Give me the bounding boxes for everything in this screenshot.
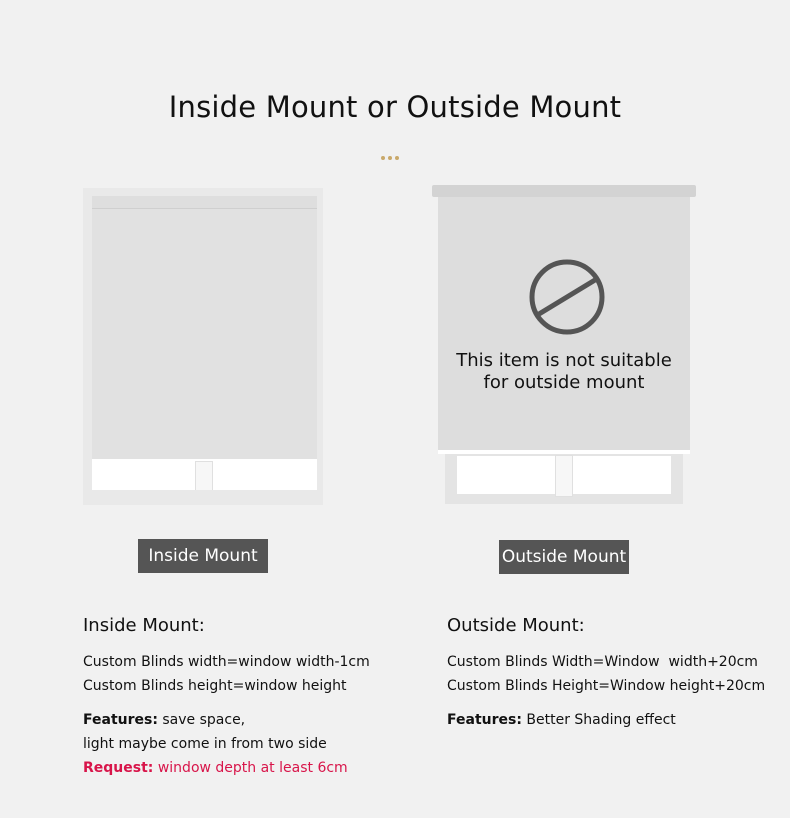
- inside-height-rule: Custom Blinds height=window height: [83, 678, 347, 694]
- outside-features: [447, 708, 777, 732]
- roller-tube: [92, 196, 317, 209]
- inside-features-cont: light maybe come in from two side: [83, 736, 327, 752]
- outside-mount-details: [447, 615, 777, 732]
- roller-blind-fabric: [92, 208, 317, 459]
- outside-width-rule: Custom Blinds Width=Window width+20cm: [447, 654, 758, 670]
- features-text: save space,: [157, 712, 246, 728]
- inside-width-rule: Custom Blinds width=window width-1cm: [83, 654, 370, 670]
- outside-mount-heading: Outside Mount:: [447, 615, 585, 636]
- features-label: Features:: [83, 712, 158, 728]
- window-handle: [555, 455, 573, 497]
- title-divider-dots: [381, 145, 411, 151]
- inside-mount-tag: Inside Mount: [138, 539, 268, 573]
- roller-tube: [432, 185, 696, 197]
- outside-height-rule: Custom Blinds Height=Window height+20cm: [447, 678, 766, 694]
- notice-line-2: for outside mount: [483, 372, 645, 393]
- inside-mount-details: [83, 615, 403, 780]
- not-suitable-notice: [438, 350, 690, 394]
- prohibited-icon: [527, 257, 607, 337]
- outside-mount-tag: Outside Mount: [499, 540, 629, 574]
- inside-features: [83, 708, 403, 732]
- request-text: window depth at least 6cm: [153, 760, 348, 776]
- features-label: Features:: [447, 712, 522, 728]
- features-text: Better Shading effect: [521, 712, 676, 728]
- request-label: Request:: [83, 760, 154, 776]
- page-title: Inside Mount or Outside Mount: [168, 90, 622, 124]
- window-sill: [92, 490, 317, 496]
- blind-bottom-rail: [438, 450, 690, 454]
- inside-mount-heading: Inside Mount:: [83, 615, 205, 636]
- notice-line-1: This item is not suitable: [456, 350, 672, 371]
- inside-request: [83, 756, 403, 780]
